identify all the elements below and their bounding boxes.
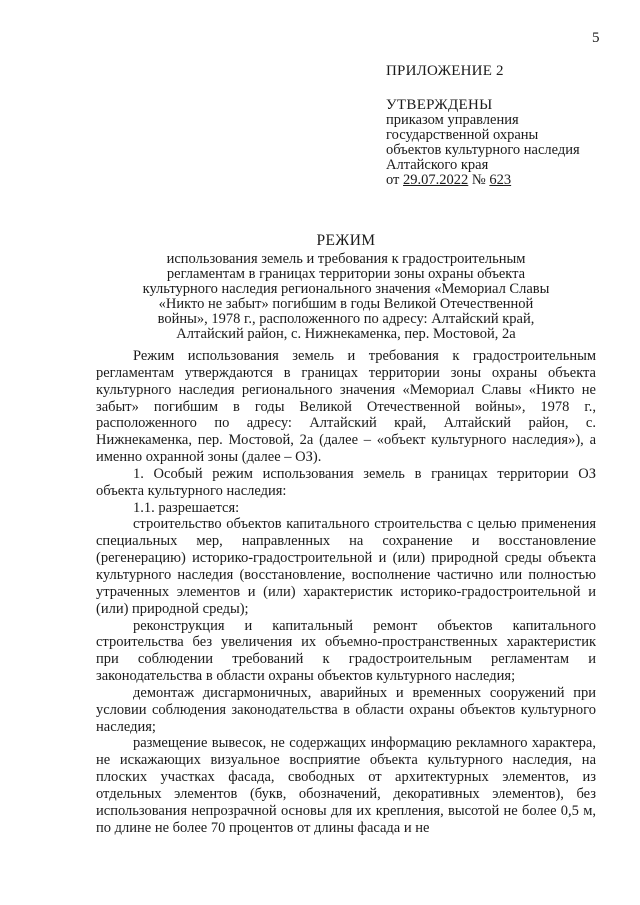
body-paragraph: реконструкция и капитальный ремонт объектов капитального строительства без увеличения их объемно-пространственных характеристик при соблюдении требований к градостроительным регламентам и законодательства в области охраны объектов культурного наследия;	[96, 617, 596, 685]
document-subtitle	[100, 252, 592, 342]
order-number-sign: №	[471, 172, 486, 188]
page-number: 5	[592, 30, 600, 46]
approval-line: государственной охраны	[386, 127, 539, 143]
approved-label: УТВЕРЖДЕНЫ	[386, 97, 493, 113]
body-paragraph: демонтаж дисгармоничных, аварийных и временных сооружений при условии соблюдения законодательства в области охраны объектов культурного наследия;	[96, 684, 596, 735]
body-paragraph: 1. Особый режим использования земель в границах территории ОЗ объекта культурного наследия:	[96, 465, 596, 499]
subtitle-line: «Никто не забыт» погибшим в годы Великой Отечественной	[158, 296, 534, 312]
approval-stamp	[386, 64, 636, 188]
document-heading	[100, 232, 592, 342]
order-reference	[386, 173, 636, 188]
body-paragraph: строительство объектов капитального строительства с целью применения специальных мер, направленных на сохранение и восстановление (регенерацию) историко-градостроительной и (или) природной среды объекта культурного наследия (восстановление, восполнение частично или полностью утраченных элементов и (или) характеристик историко-градостроительной и (или) природной среды);	[96, 516, 596, 617]
body-paragraph: Режим использования земель и требования к градостроительным регламентам утверждаются в границах территории зоны охраны объекта культурного наследия регионального значения «Мемориал Славы «Никто не забыт» погибшим в годы Великой Отечественной войны», 1978 г., расположенного по адресу: Алтайский край, Алтайский район, с. Нижнекаменка, пер. Мостовой, 2а (далее – «объект культурного наследия»), а именно охранной зоны (далее – ОЗ).	[96, 348, 596, 466]
order-prefix: от	[386, 172, 400, 188]
document-title: РЕЖИМ	[316, 232, 376, 249]
subtitle-line: культурного наследия регионального значения «Мемориал Славы	[142, 281, 550, 297]
document-body	[96, 348, 596, 836]
subtitle-line: использования земель и требования к градостроительным	[166, 251, 526, 267]
body-paragraph: 1.1. разрешается:	[133, 499, 240, 516]
order-number: 623	[489, 172, 512, 188]
order-date: 29.07.2022	[403, 172, 469, 188]
approval-line: объектов культурного наследия	[386, 142, 580, 158]
subtitle-line: регламентам в границах территории зоны охраны объекта	[166, 266, 526, 282]
approval-line: Алтайского края	[386, 157, 489, 173]
appendix-label: ПРИЛОЖЕНИЕ 2	[386, 63, 504, 79]
subtitle-line: войны», 1978 г., расположенного по адресу: Алтайский край,	[157, 311, 535, 327]
subtitle-line: Алтайский район, с. Нижнекаменка, пер. Мостовой, 2а	[176, 326, 516, 342]
body-paragraph: размещение вывесок, не содержащих информацию рекламного характера, не искажающих визуальное восприятие объекта культурного наследия, на плоских участках фасада, свободных от архитектурных элементов, из отдельных элементов (букв, обозначений, декоративных элементов), без использования непрозрачной основы для их крепления, высотой не более 0,5 м, по длине не более 70 процентов от длины фасада и не	[96, 735, 596, 836]
approval-line: приказом управления	[386, 112, 519, 128]
